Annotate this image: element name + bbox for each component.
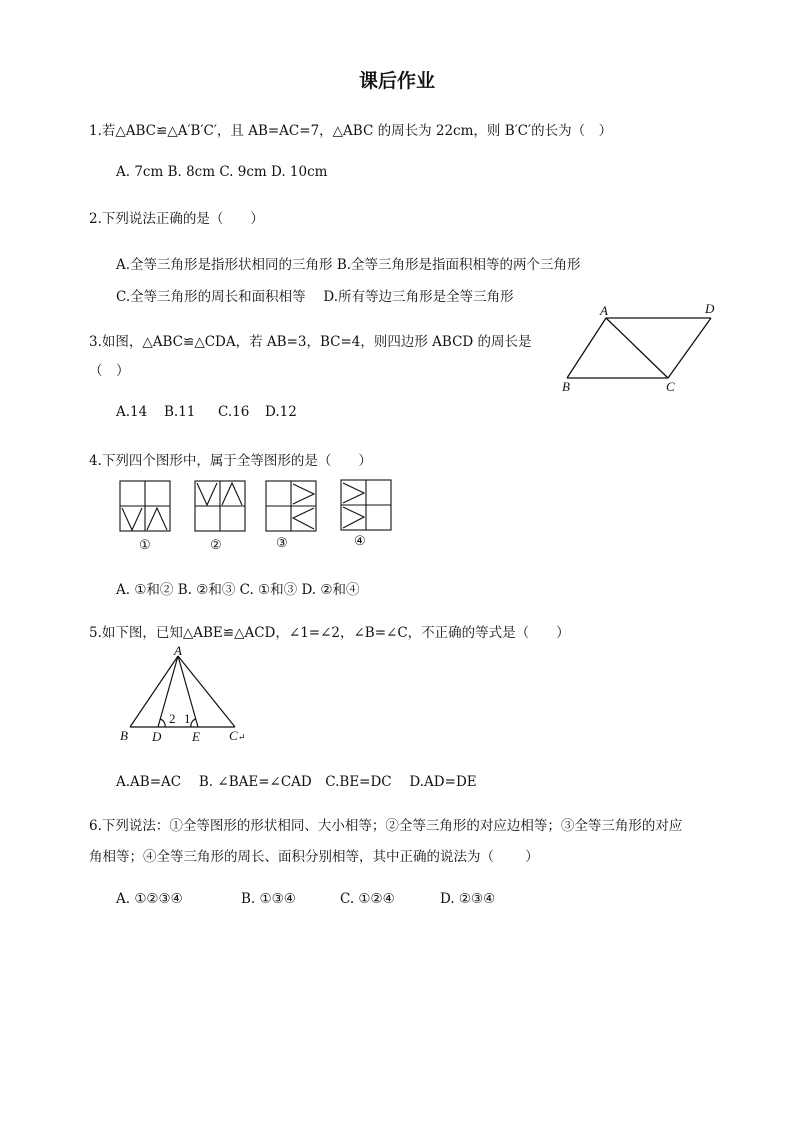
q3-side-ba (567, 318, 606, 378)
q5-label-angle-1: 1 (184, 711, 191, 726)
q5-label-a: A (174, 643, 182, 658)
q5-options: A.AB=AC B. ∠BAE=∠CAD C.BE=DC D.AD=DE (116, 774, 477, 790)
q4-label-2: ② (210, 537, 222, 552)
q4-figure-1 (120, 481, 170, 531)
q6-stem-line2: 角相等；④全等三角形的周长、面积分别相等，其中正确的说法为（ ） (89, 849, 539, 865)
q2-stem: 2.下列说法正确的是（ ） (89, 211, 264, 227)
q3-option-a: A.14 (116, 404, 148, 420)
q1-options: A. 7cm B. 8cm C. 9cm D. 10cm (116, 164, 328, 180)
q4-label-4: ④ (354, 533, 366, 548)
q4-label-1: ① (139, 537, 151, 552)
q5-angle-1-arc (191, 719, 196, 727)
q4-label-3: ③ (276, 535, 288, 550)
q2-options-line1: A.全等三角形是指形状相同的三角形 B.全等三角形是指面积相等的两个三角形 (116, 257, 581, 273)
q5-return-mark: ↵ (238, 732, 246, 742)
q3-option-c: C.16 (218, 404, 250, 420)
q5-label-e: E (192, 729, 200, 744)
q6-option-d: D. ②③④ (440, 891, 496, 907)
q2-options-line2: C.全等三角形的周长和面积相等 D.所有等边三角形是全等三角形 (116, 289, 514, 305)
q6-option-b: B. ①③④ (241, 891, 296, 907)
q4-figure-4 (341, 480, 391, 530)
q3-stem-line1: 3.如图，△ABC≌△CDA，若 AB=3，BC=4，则四边形 ABCD 的周长是 (89, 334, 532, 350)
q5-stem: 5.如下图，已知△ABE≌△ACD，∠1=∠2，∠B=∠C，不正确的等式是（ ） (89, 625, 570, 641)
page-title: 课后作业 (358, 70, 435, 92)
q1-stem: 1.若△ABC≌△A′B′C′，且 AB=AC=7，△ABC 的周长为 22cm，则 B′C′的长为（ ） (89, 123, 613, 139)
q3-label-c: C (666, 379, 675, 394)
q4-options: A. ①和② B. ②和③ C. ①和③ D. ②和④ (116, 582, 360, 598)
q3-parallelogram-figure (555, 300, 730, 395)
q3-option-b: B.11 (164, 404, 196, 420)
q4-figure-2 (195, 481, 245, 531)
q5-label-d: D (152, 729, 162, 744)
q5-angle-2-arc (160, 719, 165, 727)
q3-label-d: D (705, 301, 715, 316)
q3-label-b: B (562, 379, 570, 394)
q5-label-c: C (229, 728, 238, 743)
q4-figure-3 (266, 481, 316, 531)
q4-stem: 4.下列四个图形中，属于全等图形的是（ ） (89, 453, 372, 469)
q5-label-angle-2: 2 (169, 711, 176, 726)
q3-label-a: A (600, 303, 608, 318)
q3-diagonal-ac (606, 318, 668, 378)
q3-side-dc (668, 318, 711, 378)
q3-option-d: D.12 (265, 404, 297, 420)
q6-option-a: A. ①②③④ (116, 891, 183, 907)
q3-stem-line2: （ ） (89, 363, 130, 379)
q6-stem-line1: 6.下列说法：①全等图形的形状相同、大小相等；②全等三角形的对应边相等；③全等三角形的对应 (89, 818, 683, 834)
q4-figures (118, 478, 398, 553)
q6-option-c: C. ①②④ (340, 891, 395, 907)
q5-triangle-figure (112, 642, 252, 747)
q5-label-b: B (120, 728, 128, 743)
